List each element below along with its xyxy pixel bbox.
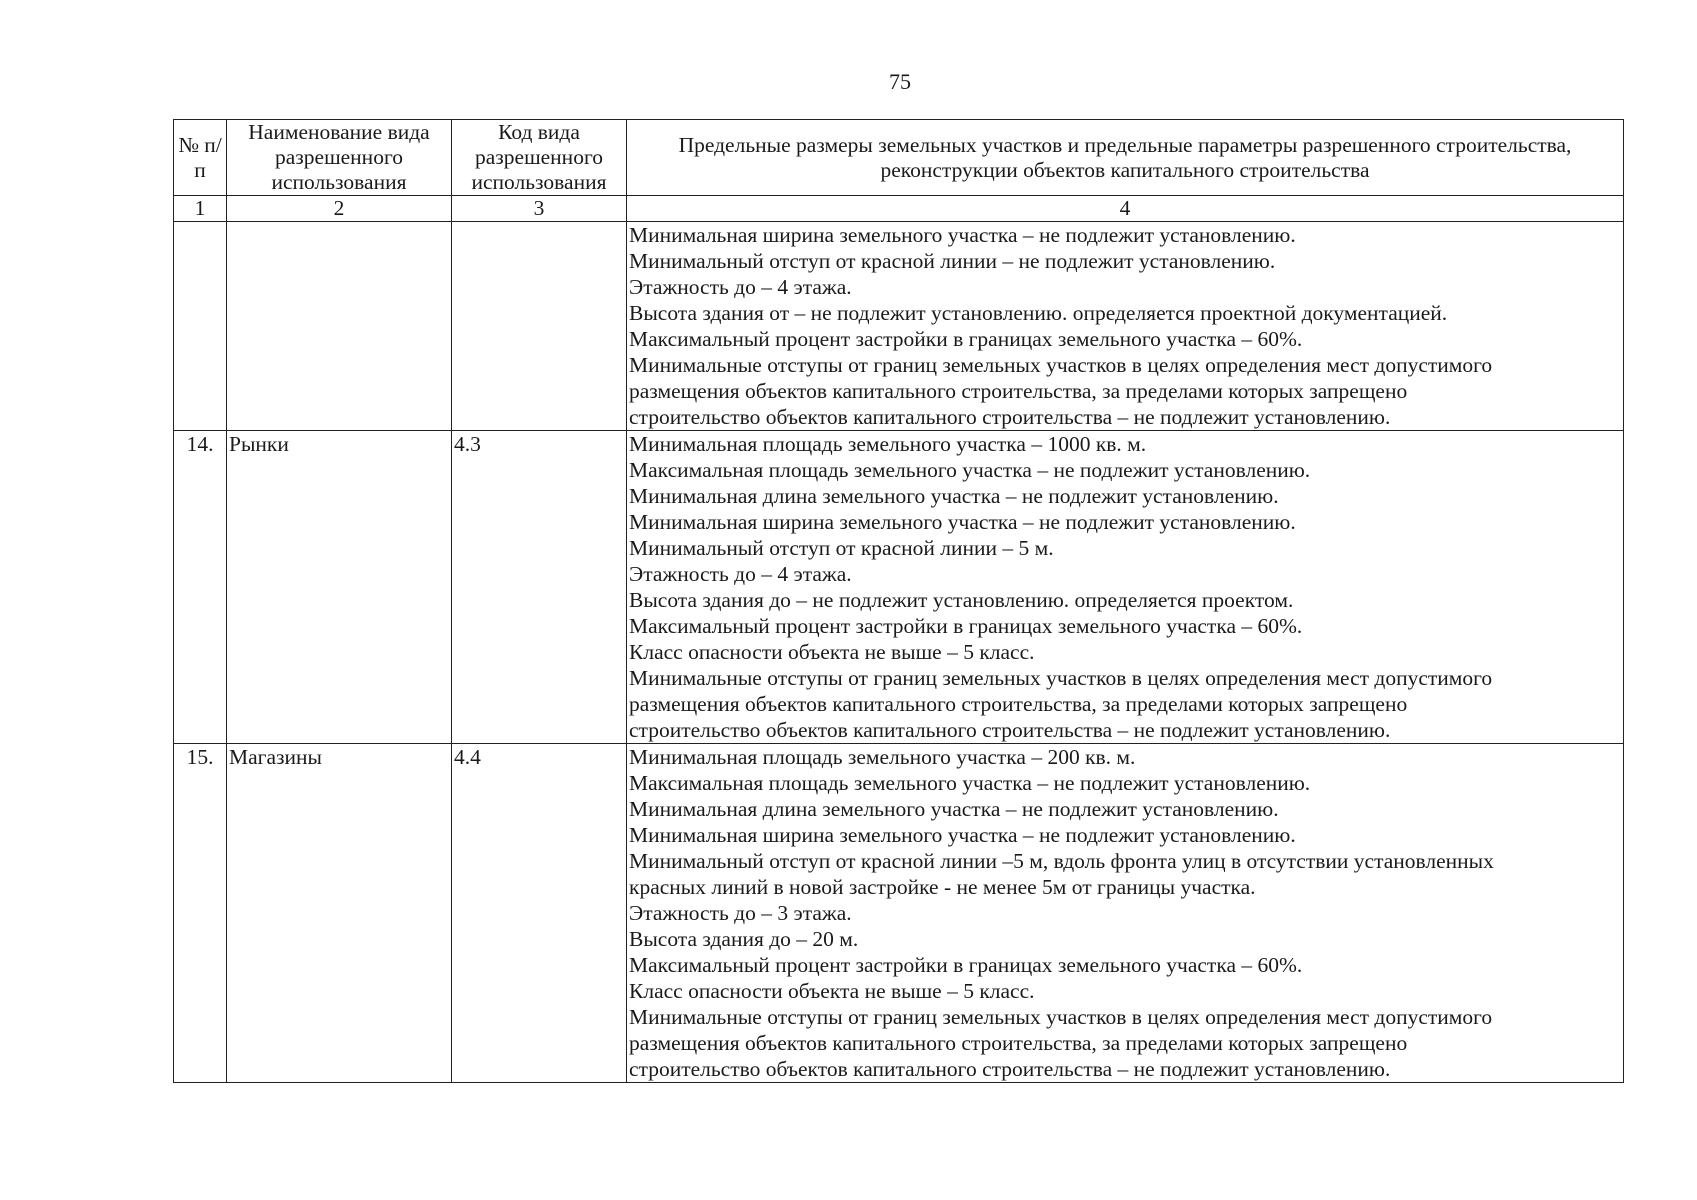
parameter-line: размещения объектов капитального строительства, за пределами которых запрещено <box>629 692 1408 716</box>
parameter-line: Этажность до – 4 этажа. <box>629 562 852 586</box>
parameter-line: Минимальная ширина земельного участка – не подлежит установлению. <box>629 510 1296 534</box>
table-header <box>174 120 1624 222</box>
parameter-line: Этажность до – 4 этажа. <box>629 275 852 299</box>
table-body <box>174 222 1624 1083</box>
parameters-cell <box>627 744 1624 1083</box>
parameter-line: Максимальная площадь земельного участка – не подлежит установлению. <box>629 458 1311 482</box>
table-row <box>174 222 1624 431</box>
parameter-line: Минимальные отступы от границ земельных участков в целях определения мест допустимого <box>629 353 1493 377</box>
parameter-line: Минимальная площадь земельного участка – 1000 кв. м. <box>629 432 1147 456</box>
table-row <box>174 744 1624 1083</box>
header-use-code: Код вида разрешенного использования <box>452 120 627 196</box>
parameter-line: Максимальный процент застройки в границах земельного участка – 60%. <box>629 614 1303 638</box>
parameter-line: Высота здания до – 20 м. <box>629 927 859 951</box>
header-use-name: Наименование вида разрешенного использования <box>227 120 452 196</box>
parameter-line: Минимальные отступы от границ земельных участков в целях определения мест допустимого <box>629 666 1493 690</box>
column-number: 4 <box>627 196 1624 222</box>
parameter-line: Этажность до – 3 этажа. <box>629 901 852 925</box>
regulations-table <box>173 119 1624 1083</box>
parameter-line: Минимальные отступы от границ земельных участков в целях определения мест допустимого <box>629 1005 1493 1029</box>
parameter-line: Класс опасности объекта не выше – 5 класс. <box>629 979 1035 1003</box>
table-row <box>174 431 1624 744</box>
column-number: 3 <box>452 196 627 222</box>
parameter-line: Минимальный отступ от красной линии – не подлежит установлению. <box>629 249 1276 273</box>
parameter-line: Максимальный процент застройки в границах земельного участка – 60%. <box>629 327 1303 351</box>
column-number: 1 <box>174 196 227 222</box>
page-number: 75 <box>889 69 911 94</box>
row-number: 15. <box>174 744 227 1083</box>
parameter-line: Максимальная площадь земельного участка – не подлежит установлению. <box>629 771 1311 795</box>
use-name: Рынки <box>227 431 452 744</box>
parameter-line: Высота здания от – не подлежит установлению. определяется проектной документацией. <box>629 301 1448 325</box>
parameter-line: строительство объектов капитального строительства – не подлежит установлению. <box>629 405 1391 429</box>
header-parameters: Предельные размеры земельных участков и предельные параметры разрешенного строительства, реконструкции объектов капитального строительства <box>627 120 1624 196</box>
parameters-cell <box>627 431 1624 744</box>
parameter-line: Минимальная ширина земельного участка – не подлежит установлению. <box>629 223 1296 247</box>
parameter-line: Минимальная длина земельного участка – не подлежит установлению. <box>629 797 1279 821</box>
use-name <box>227 222 452 431</box>
parameter-line: размещения объектов капитального строительства, за пределами которых запрещено <box>629 379 1408 403</box>
parameters-cell <box>627 222 1624 431</box>
column-number: 2 <box>227 196 452 222</box>
column-number-row <box>174 196 1624 222</box>
parameter-line: Минимальная длина земельного участка – не подлежит установлению. <box>629 484 1279 508</box>
parameter-line: Класс опасности объекта не выше – 5 класс. <box>629 640 1035 664</box>
parameter-line: красных линий в новой застройке - не менее 5м от границы участка. <box>629 875 1256 899</box>
use-name: Магазины <box>227 744 452 1083</box>
row-number: 14. <box>174 431 227 744</box>
parameter-line: Минимальная площадь земельного участка – 200 кв. м. <box>629 745 1136 769</box>
use-code: 4.3 <box>452 431 627 744</box>
parameter-line: строительство объектов капитального строительства – не подлежит установлению. <box>629 1057 1391 1081</box>
parameter-line: Минимальный отступ от красной линии –5 м, вдоль фронта улиц в отсутствии установленных <box>629 849 1494 873</box>
parameter-line: размещения объектов капитального строительства, за пределами которых запрещено <box>629 1031 1408 1055</box>
header-row <box>174 120 1624 196</box>
parameter-line: Минимальный отступ от красной линии – 5 м. <box>629 536 1054 560</box>
header-number: № п/п <box>174 120 227 196</box>
row-number <box>174 222 227 431</box>
use-code: 4.4 <box>452 744 627 1083</box>
parameter-line: строительство объектов капитального строительства – не подлежит установлению. <box>629 718 1391 742</box>
parameter-line: Максимальный процент застройки в границах земельного участка – 60%. <box>629 953 1303 977</box>
use-code <box>452 222 627 431</box>
parameter-line: Высота здания до – не подлежит установлению. определяется проектом. <box>629 588 1294 612</box>
parameter-line: Минимальная ширина земельного участка – не подлежит установлению. <box>629 823 1296 847</box>
